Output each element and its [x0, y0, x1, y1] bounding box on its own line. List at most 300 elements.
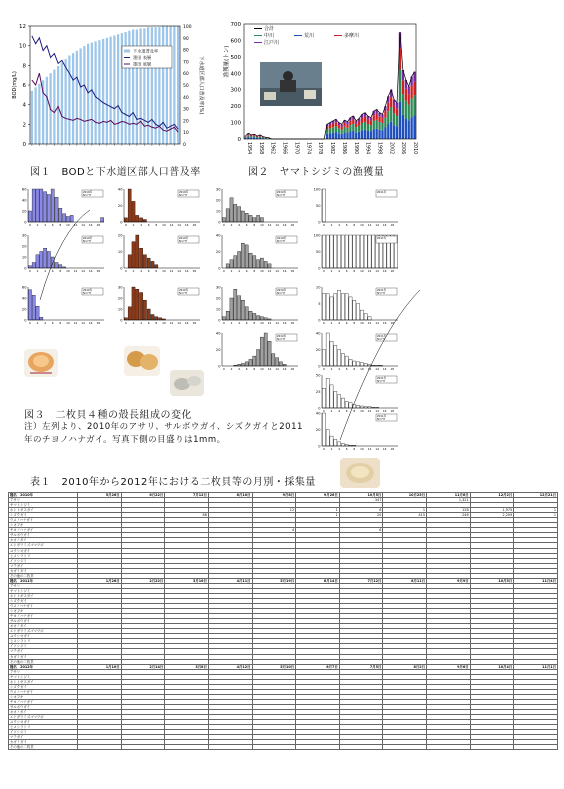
fig3-ytick-label: 20 — [21, 307, 27, 312]
fig3-xtick-label: 12 — [367, 367, 372, 371]
table-cell: 7月12日 — [339, 578, 383, 583]
fig3-xtick-label: 18 — [290, 321, 295, 325]
fig3-ytick-label: 20 — [315, 428, 321, 432]
fig3-ytick-label: 0 — [218, 266, 221, 271]
fig2-xtick-label: 1978 — [317, 142, 323, 155]
fig3-xtick-label: 6 — [245, 269, 248, 273]
fig3-xtick-label: 18 — [290, 223, 295, 227]
fig2-xtick-label: 1982 — [329, 142, 335, 155]
table-cell: 1月10日 — [78, 664, 122, 669]
fig3-legend-label: 2011年 — [377, 237, 387, 240]
fig3-ytick-label: 10 — [21, 255, 27, 260]
table-cell: チヨノハナガイ — [9, 528, 78, 533]
fig3-ytick-label: 50 — [315, 204, 321, 208]
fig3-xtick-label: 10 — [360, 367, 364, 371]
fig3-xtick-label: 18 — [390, 447, 395, 451]
table-cell: エドガワミズゴマツボ — [9, 715, 78, 720]
fig3-ytick-label: 20 — [215, 348, 221, 352]
fig3-xtick-label: 14 — [275, 269, 279, 273]
fig3-xtick-label: 12 — [73, 321, 78, 325]
table-cell: 7月5日 — [339, 664, 383, 669]
fig3-legend-label: 2010年 — [83, 289, 93, 292]
fig3-xtick-label: 6 — [345, 409, 348, 413]
fig2-ytick-label: 400 — [230, 71, 241, 78]
fig3-xtick-label: 2 — [36, 321, 39, 325]
table-cell: アサリ — [9, 498, 78, 503]
fig3-xtick-label: 2 — [132, 269, 135, 273]
fig3-legend-label: N=??? — [179, 194, 188, 197]
fig1-y2tick-label: 60 — [183, 72, 189, 78]
fig1-y2tick-label: 20 — [183, 119, 189, 125]
fig3-legend-label: N=??? — [277, 194, 286, 197]
fig2-xtick-label: 1970 — [293, 142, 299, 155]
fig3-ytick-label: 0 — [318, 266, 321, 271]
fig3-xtick-label: 10 — [66, 321, 70, 325]
table-cell — [427, 745, 471, 750]
table-cell: シオフキ — [9, 694, 78, 699]
fig3-xtick-label: 10 — [66, 223, 70, 227]
table-cell: 6月7日 — [296, 664, 340, 669]
table-cell: 5月26日 — [78, 493, 122, 498]
table-cell: 11月6日 — [427, 493, 471, 498]
table-cell: 1 — [383, 508, 427, 513]
table-cell: アサリ — [9, 583, 78, 588]
fig3-caption: 図３ 二枚貝４種の殻長組成の変化 — [24, 410, 192, 421]
fig3-xtick-label: 14 — [375, 447, 379, 451]
fig3-ytick-label: 20 — [215, 296, 221, 301]
table-cell — [514, 745, 558, 750]
fig3-xtick-label: 0 — [29, 223, 31, 227]
fig3-xtick-label: 6 — [245, 223, 248, 227]
fig3-xtick-label: 6 — [345, 223, 348, 227]
fig3-legend-label: N=??? — [377, 418, 386, 421]
fig3-ytick-label: 0 — [120, 266, 123, 271]
fig3-xtick-label: 8 — [155, 269, 158, 273]
table-cell: 1 — [296, 513, 340, 518]
fig3-xtick-label: 4 — [238, 367, 240, 371]
fig3-xtick-label: 10 — [162, 223, 166, 227]
fig3-ytick-label: 0 — [318, 406, 321, 411]
table-cell: カガミガイ — [9, 654, 78, 659]
fig3-xtick-label: 2 — [330, 269, 333, 273]
table-cell: 種名 2012年 — [9, 664, 78, 669]
fig2-legend-label: 合計 — [264, 26, 275, 32]
table-cell — [121, 745, 165, 750]
table-cell — [470, 745, 514, 750]
fig3-xtick-label: 18 — [390, 223, 395, 227]
table-cell: 12月21日 — [514, 493, 558, 498]
fig3-xtick-label: 10 — [260, 367, 264, 371]
table-cell: チヨノハナガイ — [9, 699, 78, 704]
fig3-ytick-label: 20 — [315, 348, 321, 352]
fig3-xtick-label: 10 — [260, 321, 264, 325]
table-cell: ヤマトシジミ — [9, 503, 78, 508]
fig3-ytick-label: 30 — [215, 285, 221, 290]
fig3-xtick-label: 8 — [253, 269, 256, 273]
table-cell — [296, 745, 340, 750]
table-cell: その他の二枚貝 — [9, 745, 78, 750]
table-cell — [339, 745, 383, 750]
fig3-xtick-label: 10 — [66, 269, 70, 273]
fig2-legend-label: 多摩川 — [344, 33, 360, 39]
fig3-xtick-label: 0 — [323, 367, 325, 371]
fig3-xtick-label: 12 — [367, 269, 372, 273]
fig2-caption: 図２ ヤマトシジミの漁獲量 — [248, 167, 385, 178]
fig2-xtick-label: 1966 — [281, 142, 287, 155]
fig3-xtick-label: 8 — [353, 223, 356, 227]
fig3-xtick-label: 4 — [140, 269, 142, 273]
fig3-ytick-label: 10 — [215, 307, 221, 312]
fig3-ytick-label: 10 — [315, 285, 321, 290]
fig3-xtick-label: 2 — [330, 367, 333, 371]
table-cell: 10月25日 — [383, 493, 427, 498]
fig2-ytick-label: 500 — [230, 54, 241, 61]
fig3-xtick-label: 8 — [353, 321, 356, 325]
fig3-legend-label: 2010年 — [179, 289, 189, 292]
fig2-legend-label: 江戸川 — [264, 40, 280, 46]
fig3-xtick-label: 4 — [338, 367, 340, 371]
fig1-ytick-label: 4 — [22, 102, 26, 109]
table-cell: ヤマトシジミ — [9, 674, 78, 679]
fig3-xtick-label: 16 — [282, 269, 287, 273]
fig3-xtick-label: 2 — [230, 223, 233, 227]
table-cell: シズクガイ — [9, 684, 78, 689]
fig3-xtick-label: 4 — [44, 321, 46, 325]
table-cell: 11月4日 — [514, 578, 558, 583]
table-cell — [165, 745, 209, 750]
table-cell: ウメノハナガイ — [9, 518, 78, 523]
fig3-xtick-label: 4 — [338, 447, 340, 451]
fig3-ytick-label: 100 — [313, 233, 321, 238]
fig3-xtick-label: 14 — [375, 367, 379, 371]
fig3-xtick-label: 16 — [184, 321, 189, 325]
fig3-xtick-label: 4 — [238, 321, 240, 325]
table-cell: 12 — [252, 508, 296, 513]
fig2-ytick-label: 0 — [237, 137, 241, 143]
fig3-legend-label: 2010年 — [179, 237, 189, 240]
table-cell: 6 — [339, 508, 383, 513]
fig2-xtick-label: 1986 — [340, 142, 346, 155]
fig3-xtick-label: 14 — [275, 367, 279, 371]
fig3-legend-label: N=??? — [277, 292, 286, 295]
fig3-xtick-label: 18 — [192, 223, 197, 227]
fig3-xtick-label: 10 — [360, 409, 364, 413]
table-cell: ユウシオガイ — [9, 548, 78, 553]
table-cell: シズクガイ — [9, 598, 78, 603]
fig3-xtick-label: 10 — [162, 269, 166, 273]
fig3-ytick-label: 0 — [218, 318, 221, 323]
fig3-xtick-label: 10 — [360, 321, 364, 325]
fig1-caption: 図１ BODと下水道区部人口普及率 — [30, 167, 201, 178]
fig3-ytick-label: 40 — [21, 296, 27, 301]
fig3-xtick-label: 2 — [230, 367, 233, 371]
table1 — [8, 492, 558, 750]
fig2-legend-label: 荒川 — [304, 33, 315, 39]
fig3-xtick-label: 2 — [330, 321, 333, 325]
table-cell: 4月11日 — [208, 578, 252, 583]
table-cell: オオノガイ — [9, 624, 78, 629]
fig3-xtick-label: 18 — [192, 321, 197, 325]
fig3-note-line1: 注）左列より、2010年のアサリ、サルボウガイ、シズクガイと2011 — [24, 422, 303, 432]
fig3-xtick-label: 18 — [390, 321, 395, 325]
fig3-xtick-label: 14 — [81, 269, 85, 273]
fig3-xtick-label: 0 — [323, 321, 325, 325]
fig3-legend-label: N=??? — [377, 292, 386, 295]
fig3-xtick-label: 8 — [353, 409, 356, 413]
fig3-xtick-label: 12 — [367, 409, 372, 413]
table-cell: 1,975 — [470, 508, 514, 513]
fig3-xtick-label: 4 — [338, 269, 340, 273]
fig3-legend-label: 2010年 — [83, 191, 93, 194]
fig3-xtick-label: 4 — [140, 223, 142, 227]
fig3-ytick-label: 20 — [215, 250, 221, 254]
fig3-xtick-label: 6 — [245, 367, 248, 371]
fig3-xtick-label: 14 — [375, 321, 379, 325]
fig3-ytick-label: 40 — [215, 233, 221, 238]
fig1-legend-label: 墨田 底層 — [133, 61, 152, 67]
table-cell: 9月9日 — [427, 578, 471, 583]
fig2-xtick-label: 1994 — [364, 142, 370, 155]
fig3-xtick-label: 12 — [367, 321, 372, 325]
table-cell: 415 — [383, 513, 427, 518]
fig1-y2tick-label: 100 — [183, 25, 192, 30]
fig3-xtick-label: 4 — [44, 269, 46, 273]
fig3-xtick-label: 0 — [223, 223, 225, 227]
table-cell: イソシジミ — [9, 558, 78, 563]
table-cell: マテガイ — [9, 735, 78, 740]
fig3-ytick-label: 0 — [318, 220, 321, 225]
fig3-xtick-label: 0 — [223, 269, 225, 273]
fig3-xtick-label: 16 — [88, 321, 93, 325]
fig3-xtick-label: 8 — [253, 321, 256, 325]
table-cell: マテガイ — [9, 649, 78, 654]
table-cell: シオフキ — [9, 523, 78, 528]
fig3-xtick-label: 0 — [223, 321, 225, 325]
fig3-xtick-label: 2 — [330, 223, 333, 227]
fig3-ytick-label: 0 — [318, 318, 321, 323]
fig2-ytick-label: 200 — [230, 104, 241, 111]
table-cell: 種名 2011年 — [9, 578, 78, 583]
fig3-ytick-label: 0 — [24, 220, 27, 225]
fig1-ytick-label: 6 — [22, 83, 26, 89]
fig3-xtick-label: 0 — [323, 269, 325, 273]
fig3-xtick-label: 8 — [59, 269, 62, 273]
fig3-xtick-label: 16 — [184, 269, 189, 273]
fig2-xtick-label: 1962 — [269, 142, 275, 155]
fig3-xtick-label: 10 — [260, 269, 264, 273]
table-cell: ホトトギスガイ — [9, 593, 78, 598]
fig3-xtick-label: 18 — [96, 269, 101, 273]
fig3-ytick-label: 60 — [21, 187, 27, 192]
fig3-xtick-label: 4 — [338, 321, 340, 325]
fig3-ytick-label: 30 — [117, 285, 123, 290]
table-cell: 7月12日 — [165, 493, 209, 498]
fig1-legend-label: 墨田 表層 — [133, 55, 152, 60]
table-cell: 347 — [339, 498, 383, 503]
table-cell: ヒメシラトリ — [9, 639, 78, 644]
fig3-xtick-label: 14 — [177, 223, 181, 227]
table-cell: ヤマトシジミ — [9, 588, 78, 593]
table-cell: エドガワミズゴマツボ — [9, 543, 78, 548]
fig3-xtick-label: 12 — [169, 223, 174, 227]
fig3-xtick-label: 16 — [382, 321, 387, 325]
fig3-xtick-label: 12 — [73, 223, 78, 227]
fig3-xtick-label: 16 — [88, 269, 93, 273]
fig3-xtick-label: 18 — [192, 269, 197, 273]
fig3-xtick-label: 14 — [81, 321, 85, 325]
fig3-xtick-label: 12 — [267, 367, 272, 371]
fig2-ylabel: 漁獲量(トン) — [224, 45, 230, 78]
fig2-xtick-label: 1958 — [257, 142, 263, 155]
fig3-xtick-label: 4 — [238, 269, 240, 273]
fig3-xtick-label: 12 — [73, 269, 78, 273]
fig3-ytick-label: 30 — [215, 187, 221, 192]
fig3-xtick-label: 14 — [81, 223, 85, 227]
photo-chiyono — [340, 458, 380, 488]
fig3-xtick-label: 4 — [140, 321, 142, 325]
table-cell — [208, 745, 252, 750]
table-cell: 5月19日 — [252, 578, 296, 583]
fig3-legend-label: 2010年 — [277, 289, 287, 292]
fig3-legend-label: 2010年 — [179, 191, 189, 194]
fig3-xtick-label: 6 — [51, 269, 54, 273]
table-cell: 246 — [427, 513, 471, 518]
fig3-xtick-label: 0 — [125, 269, 127, 273]
fig3-ytick-label: 10 — [117, 250, 123, 254]
fig3-xtick-label: 10 — [162, 321, 166, 325]
fig3-xtick-label: 8 — [155, 321, 158, 325]
table-cell: イソシジミ — [9, 730, 78, 735]
fig3-legend-label: N=??? — [277, 240, 286, 243]
fig3-ytick-label: 100 — [313, 187, 321, 192]
fig1-ytick-label: 8 — [22, 63, 26, 70]
table-cell: ユウシオガイ — [9, 634, 78, 639]
fig3-xtick-label: 14 — [275, 223, 279, 227]
fig1-y2tick-label: 40 — [183, 95, 189, 101]
table-cell: チヨノハナガイ — [9, 614, 78, 619]
fig3-ytick-label: 20 — [117, 296, 123, 301]
photo-sarubo — [124, 346, 160, 376]
fig3-xtick-label: 2 — [330, 409, 333, 413]
table-cell: 12月2日 — [470, 493, 514, 498]
fig3-ytick-label: 0 — [218, 220, 221, 225]
table-cell — [252, 745, 296, 750]
fig3-ytick-label: 40 — [117, 187, 123, 192]
fig3-xtick-label: 2 — [36, 223, 39, 227]
fig3-ytick-label: 10 — [215, 209, 221, 214]
fig3-legend-label: 2011年 — [377, 377, 387, 380]
fig3-xtick-label: 12 — [367, 447, 372, 451]
table-cell: ウメノハナガイ — [9, 604, 78, 609]
fig3-xtick-label: 14 — [177, 269, 181, 273]
fig3-xtick-label: 14 — [275, 321, 279, 325]
table-cell: 1,321 — [427, 498, 471, 503]
table-cell: サルボウガイ — [9, 533, 78, 538]
fig3-ytick-label: 0 — [318, 444, 321, 449]
fig3-ytick-label: 60 — [21, 285, 27, 290]
table-cell: 10月4日 — [470, 664, 514, 669]
fig3-xtick-label: 8 — [59, 223, 62, 227]
fig1-ylabel: BOD(mg/L) — [12, 71, 18, 99]
fig3-legend-label: N=??? — [83, 240, 92, 243]
table-cell: ヒメシラトリ — [9, 553, 78, 558]
fig1-y2tick-label: 0 — [183, 143, 186, 148]
table-cell: 1 — [296, 508, 340, 513]
table-cell: 3月16日 — [165, 578, 209, 583]
fig3-xtick-label: 6 — [345, 447, 348, 451]
fig1-ytick-label: 0 — [22, 142, 26, 148]
fig3-xtick-label: 8 — [353, 447, 356, 451]
fig3-ytick-label: 20 — [21, 244, 27, 249]
fig3-legend-label: 2011年 — [377, 415, 387, 418]
fig3-xtick-label: 0 — [125, 223, 127, 227]
fig3-xtick-label: 4 — [238, 223, 240, 227]
fig3-legend-label: 2010年 — [277, 191, 287, 194]
table-cell: ホトトギスガイ — [9, 679, 78, 684]
table-cell: 2月14日 — [121, 664, 165, 669]
table-cell: その他の二枚貝 — [9, 573, 78, 578]
fig3-xtick-label: 8 — [253, 223, 256, 227]
table-row — [9, 745, 558, 750]
table-cell: カガミガイ — [9, 740, 78, 745]
fig1-ytick-label: 12 — [19, 24, 26, 30]
table-cell: 88 — [165, 513, 209, 518]
fig3-xtick-label: 18 — [390, 269, 395, 273]
fig3-xtick-label: 16 — [282, 321, 287, 325]
table-cell: オオノガイ — [9, 538, 78, 543]
table-cell: サルボウガイ — [9, 704, 78, 709]
fig3-legend-label: N=??? — [377, 338, 386, 341]
fig3-xtick-label: 8 — [155, 223, 158, 227]
fig3-xtick-label: 16 — [88, 223, 93, 227]
fig3-xtick-label: 2 — [230, 269, 233, 273]
fig3-legend-label: 2010年 — [277, 335, 287, 338]
fig3-ytick-label: 25 — [315, 390, 321, 394]
table-cell: 5月10日 — [252, 664, 296, 669]
fig3-xtick-label: 8 — [353, 367, 356, 371]
fig3-xtick-label: 16 — [382, 447, 387, 451]
table-cell: 8月10日 — [208, 493, 252, 498]
fig3-xtick-label: 18 — [96, 223, 101, 227]
fig3-xtick-label: 6 — [245, 321, 248, 325]
fig3-ytick-label: 20 — [117, 233, 123, 238]
fig3-xtick-label: 2 — [230, 321, 233, 325]
table-cell: 1 — [514, 513, 558, 518]
table-cell — [383, 745, 427, 750]
fig1-ytick-label: 10 — [19, 43, 26, 50]
fig3-legend-label: 2011年 — [377, 335, 387, 338]
fig2-ytick-label: 100 — [230, 120, 241, 127]
fig3-xtick-label: 10 — [360, 269, 364, 273]
table-cell: 1 — [514, 508, 558, 513]
fig3-xtick-label: 10 — [360, 447, 364, 451]
table-cell: 8月11日 — [383, 578, 427, 583]
fig1-y2tick-label: 90 — [183, 36, 189, 42]
table-cell: 11月1日 — [514, 664, 558, 669]
fig3-xtick-label: 18 — [290, 269, 295, 273]
fig3-connector — [40, 210, 90, 300]
table-cell: 2,209 — [470, 513, 514, 518]
fig3-xtick-label: 2 — [36, 269, 39, 273]
fig3-legend-label: N=??? — [179, 292, 188, 295]
fig3-ytick-label: 0 — [218, 364, 221, 369]
table-cell: マテガイ — [9, 563, 78, 568]
fig2-xtick-label: 1974 — [305, 142, 311, 155]
fig3-xtick-label: 14 — [375, 223, 379, 227]
fig3-xtick-label: 6 — [147, 321, 150, 325]
table-cell: 128 — [427, 508, 471, 513]
fig2-xtick-label: 2002 — [388, 142, 394, 155]
